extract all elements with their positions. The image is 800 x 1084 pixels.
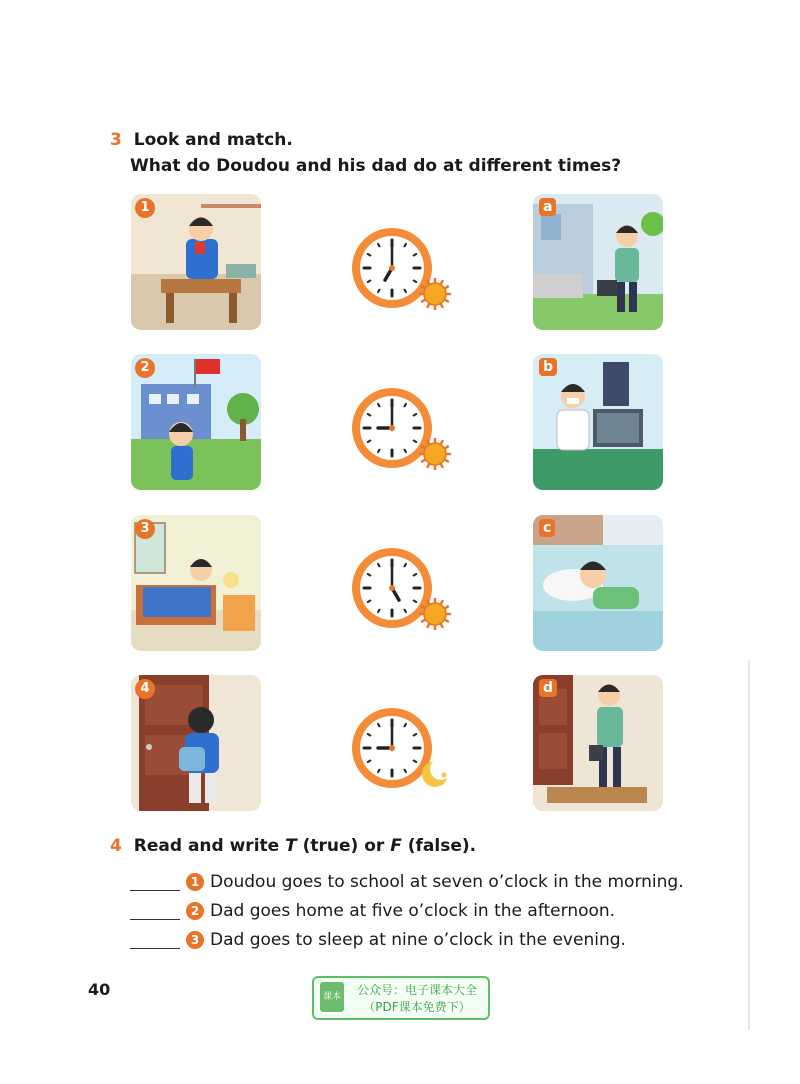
statement-number: 1 bbox=[186, 873, 204, 891]
statement-text: Doudou goes to school at seven o’clock in the morning. bbox=[210, 872, 684, 892]
picture-b-doctor-at-work bbox=[533, 354, 663, 490]
answer-blank-1[interactable] bbox=[130, 874, 180, 891]
watermark-badge bbox=[312, 976, 490, 1020]
picture-letter: b bbox=[539, 358, 557, 376]
clock-center bbox=[389, 265, 395, 271]
clock-1 bbox=[347, 220, 457, 320]
picture-badge: 2 bbox=[135, 358, 155, 378]
picture-2-boy-at-school bbox=[131, 354, 261, 490]
picture-4-boy-at-door bbox=[131, 675, 261, 811]
clock-tick bbox=[368, 761, 371, 763]
clock-tick bbox=[414, 574, 417, 576]
picture-c-dad-in-bed bbox=[533, 515, 663, 651]
clock-tick bbox=[414, 601, 417, 603]
clock-tick bbox=[378, 724, 380, 727]
clock-tick bbox=[405, 770, 407, 773]
section-title-text: Look and match. bbox=[133, 130, 293, 150]
section-3-title bbox=[110, 130, 293, 150]
clock-tick bbox=[368, 281, 371, 283]
sun-disc bbox=[424, 443, 446, 465]
clock-tick bbox=[368, 441, 371, 443]
sun-disc bbox=[424, 283, 446, 305]
answer-blank-2[interactable] bbox=[130, 903, 180, 920]
statement-2 bbox=[130, 901, 615, 921]
watermark-line-2: （PDF课本免费下） bbox=[363, 1000, 471, 1014]
clock-center bbox=[389, 745, 395, 751]
statement-3 bbox=[130, 930, 626, 950]
clock-tick bbox=[414, 734, 417, 736]
picture-badge: 1 bbox=[135, 198, 155, 218]
moon-shadow bbox=[430, 758, 452, 780]
page-number: 40 bbox=[88, 980, 111, 999]
clock-tick bbox=[378, 244, 380, 247]
section-4-title bbox=[110, 836, 476, 856]
clock-tick bbox=[414, 254, 417, 256]
clock-4 bbox=[347, 700, 457, 800]
section-3-subtitle: What do Doudou and his dad do at different times? bbox=[130, 156, 622, 176]
false-letter: F bbox=[390, 836, 402, 856]
clock-tick bbox=[378, 290, 380, 293]
true-letter: T bbox=[285, 836, 297, 856]
clock-tick bbox=[378, 770, 380, 773]
picture-badge: 3 bbox=[135, 519, 155, 539]
picture-3-boy-in-bed bbox=[131, 515, 261, 651]
picture-badge: 4 bbox=[135, 679, 155, 699]
watermark-line-1: 公众号：电子课本大全 bbox=[356, 983, 477, 997]
picture-letter: c bbox=[539, 519, 555, 537]
picture-1-boy-at-desk bbox=[131, 194, 261, 330]
clock-center bbox=[389, 585, 395, 591]
clock-tick bbox=[405, 404, 407, 407]
clock-tick bbox=[405, 724, 407, 727]
picture-letter: a bbox=[539, 198, 556, 216]
clock-tick bbox=[368, 601, 371, 603]
statement-number: 2 bbox=[186, 902, 204, 920]
picture-a-dad-leaving-home bbox=[533, 194, 663, 330]
page-edge-line bbox=[748, 660, 750, 1030]
star-dot bbox=[442, 773, 447, 778]
clock-tick bbox=[405, 290, 407, 293]
clock-tick bbox=[368, 574, 371, 576]
clock-tick bbox=[405, 244, 407, 247]
statement-text: Dad goes to sleep at nine o’clock in the evening. bbox=[210, 930, 626, 950]
clock-tick bbox=[368, 414, 371, 416]
clock-tick bbox=[414, 414, 417, 416]
clock-tick bbox=[414, 441, 417, 443]
clock-tick bbox=[405, 610, 407, 613]
sun-disc bbox=[424, 603, 446, 625]
statement-text: Dad goes home at five o’clock in the afternoon. bbox=[210, 901, 616, 921]
clock-center bbox=[389, 425, 395, 431]
sun-ray bbox=[441, 600, 444, 604]
clock-2 bbox=[347, 380, 457, 480]
clock-tick bbox=[378, 564, 380, 567]
false-word: (false). bbox=[401, 836, 477, 856]
clock-3 bbox=[347, 540, 457, 640]
clock-tick bbox=[368, 734, 371, 736]
clock-tick bbox=[368, 254, 371, 256]
clock-tick bbox=[378, 404, 380, 407]
book-icon: 课本 bbox=[320, 982, 344, 1012]
section-number: 4 bbox=[110, 836, 122, 856]
clock-tick bbox=[405, 564, 407, 567]
true-word: (true) or bbox=[296, 836, 391, 856]
clock-tick bbox=[414, 761, 417, 763]
picture-d-dad-coming-home bbox=[533, 675, 663, 811]
statement-number: 3 bbox=[186, 931, 204, 949]
clock-tick bbox=[378, 450, 380, 453]
clock-tick bbox=[414, 281, 417, 283]
section-title-pre: Read and write bbox=[133, 836, 286, 856]
clock-tick bbox=[378, 610, 380, 613]
statement-1 bbox=[130, 872, 684, 892]
section-number: 3 bbox=[110, 130, 122, 150]
clock-tick bbox=[405, 450, 407, 453]
answer-blank-3[interactable] bbox=[130, 932, 180, 949]
picture-letter: d bbox=[539, 679, 557, 697]
